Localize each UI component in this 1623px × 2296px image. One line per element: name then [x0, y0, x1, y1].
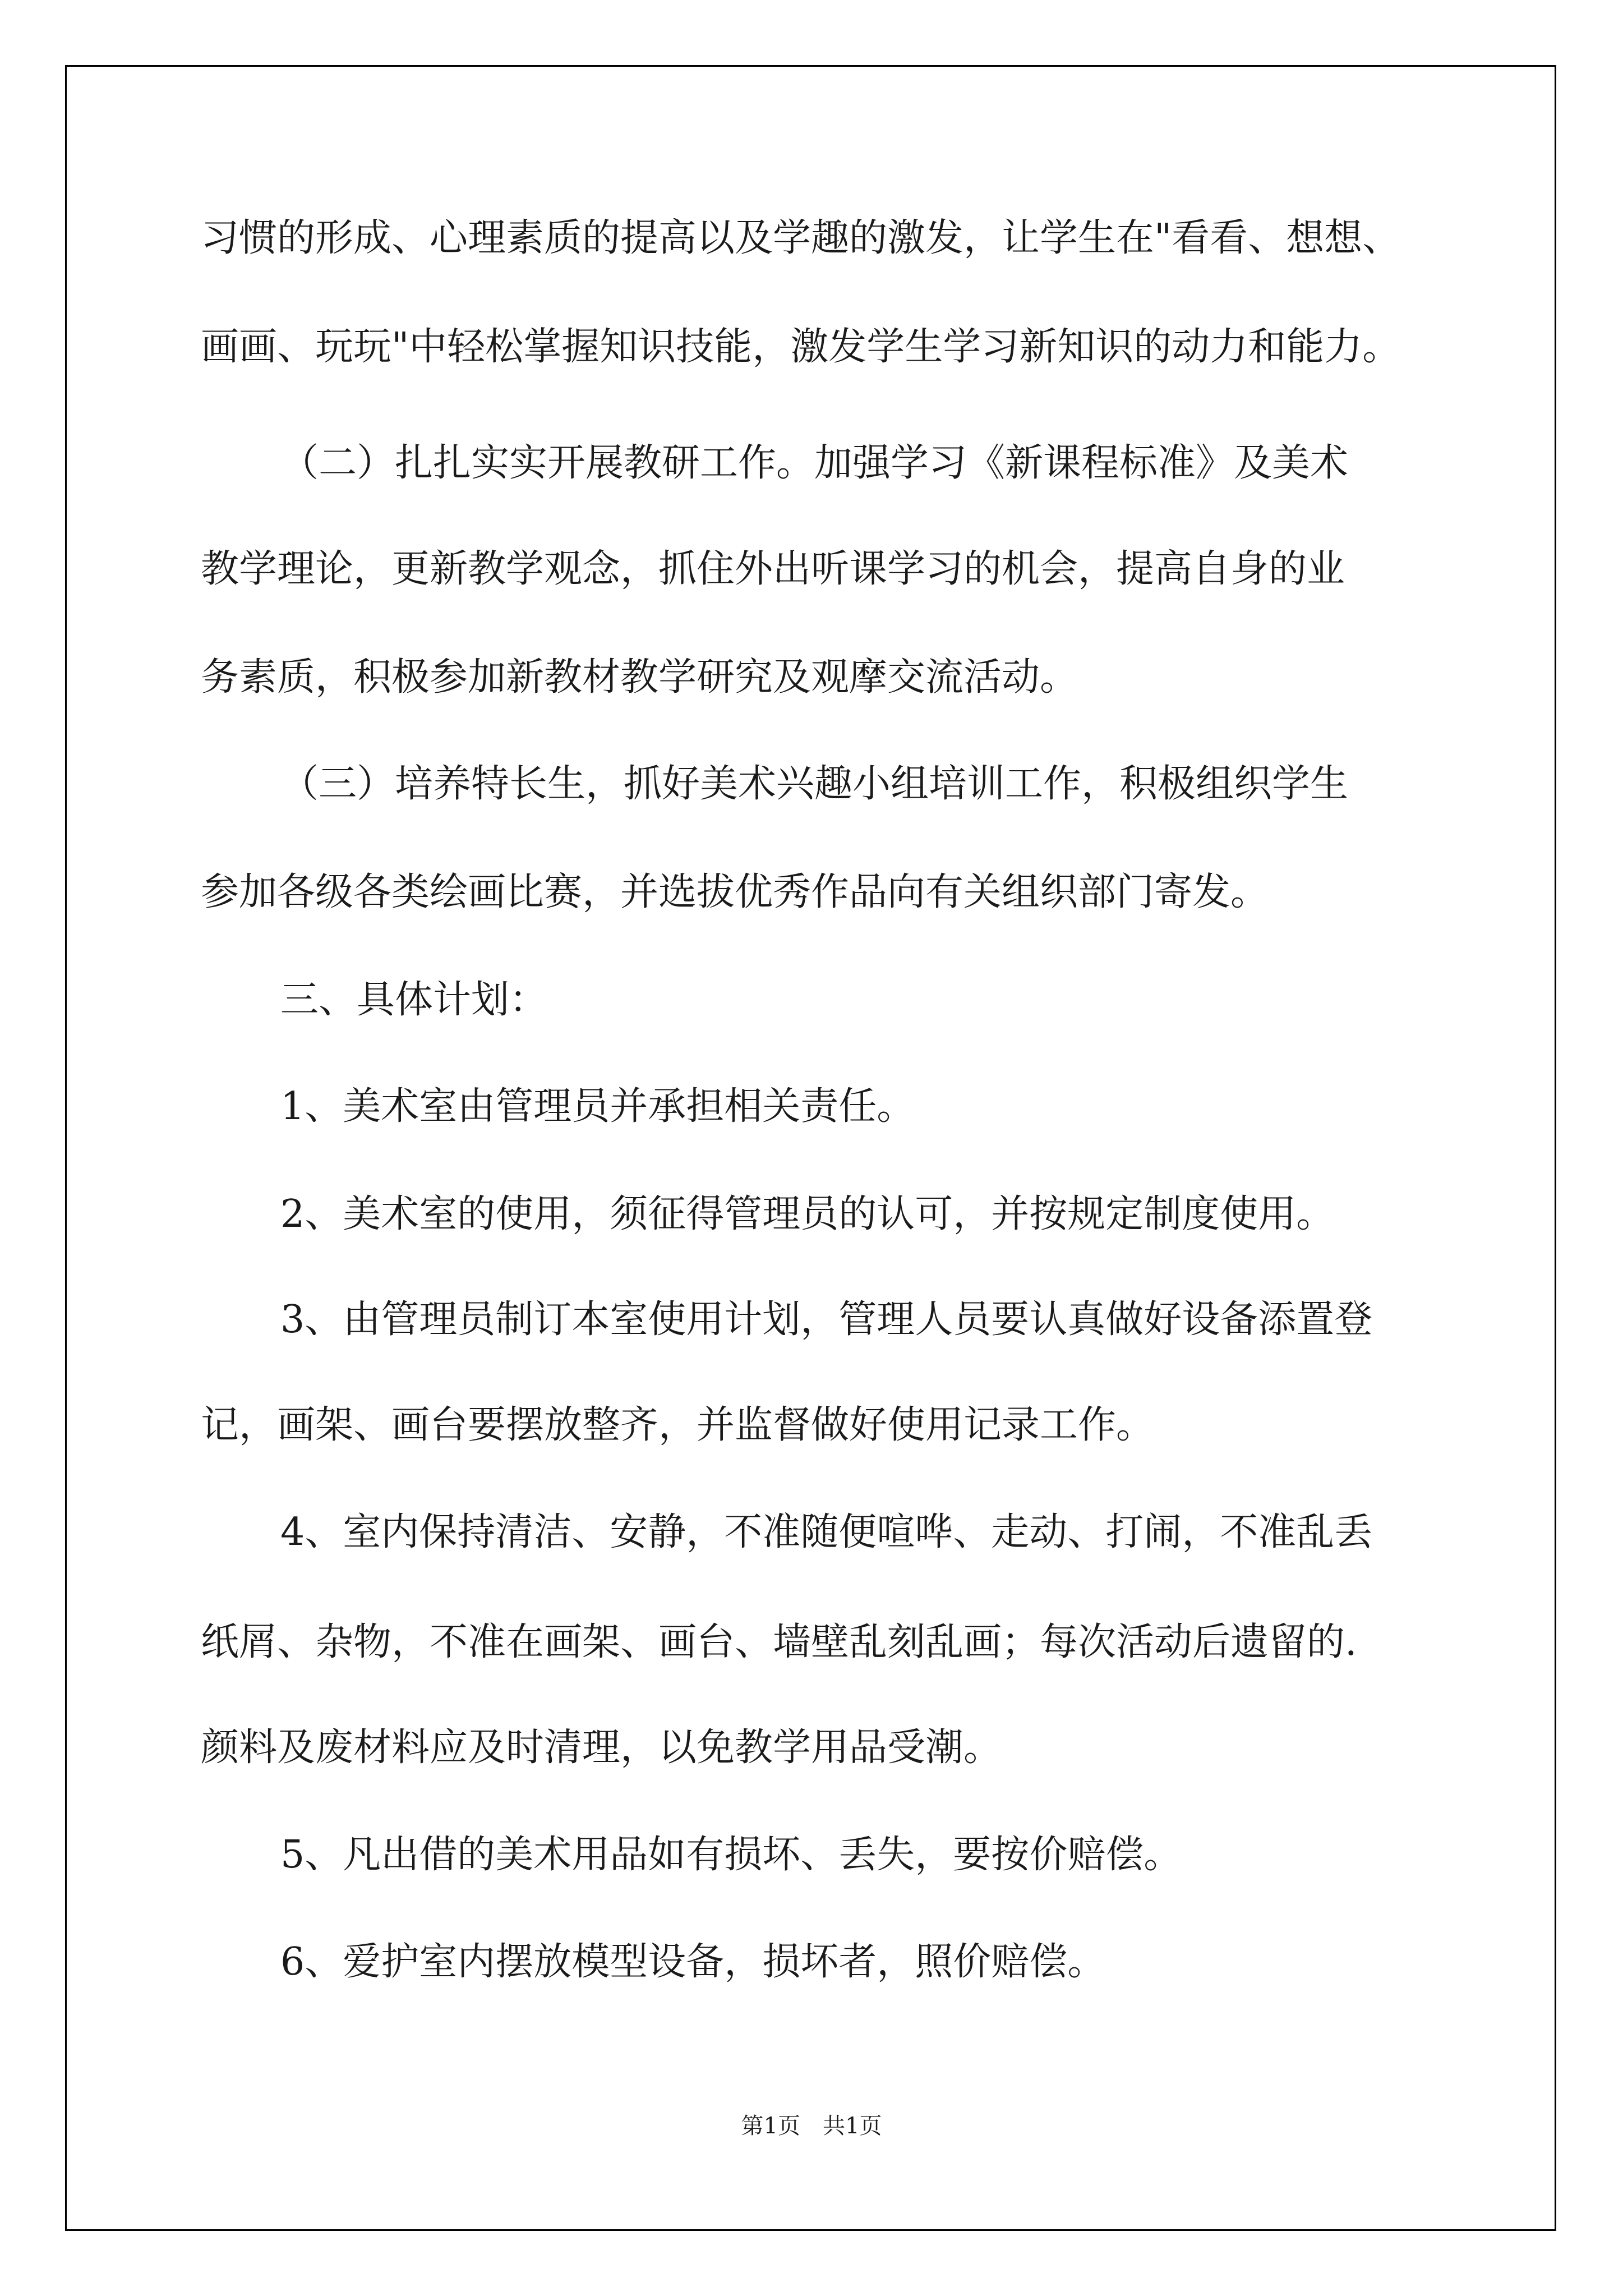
body-line: 记，画架、画台要摆放整齐，并监督做好使用记录工作。	[201, 1403, 1155, 1447]
body-line: （二）扎扎实实开展教研工作。加强学习《新课程标准》及美术	[280, 441, 1349, 485]
body-line: 画画、玩玩"中轻松掌握知识技能，激发学生学习新知识的动力和能力。	[201, 325, 1401, 369]
body-line: 3、由管理员制订本室使用计划，管理人员要认真做好设备添置登	[280, 1297, 1373, 1342]
body-line: 6、爱护室内摆放模型设备，损坏者，照价赔偿。	[280, 1940, 1106, 1984]
body-line: 纸屑、杂物，不准在画架、画台、墙壁乱刻乱画；每次活动后遗留的.	[201, 1620, 1357, 1664]
body-line: 教学理论，更新教学观念，抓住外出听课学习的机会，提高自身的业	[201, 547, 1345, 591]
body-line: 2、美术室的使用，须征得管理员的认可，并按规定制度使用。	[280, 1192, 1335, 1236]
body-line: 务素质，积极参加新教材教学研究及观摩交流活动。	[201, 655, 1078, 700]
page-number-footer: 第1页 共1页	[741, 2113, 882, 2139]
body-line: 1、美术室由管理员并承担相关责任。	[280, 1084, 915, 1129]
body-line: （三）培养特长生，抓好美术兴趣小组培训工作，积极组织学生	[280, 762, 1349, 806]
body-line: 习惯的形成、心理素质的提高以及学趣的激发，让学生在"看看、想想、	[201, 216, 1401, 260]
section-heading: 三、具体计划：	[280, 978, 548, 1022]
body-line: 颜料及废材料应及时清理，以免教学用品受潮。	[201, 1726, 1002, 1770]
body-line: 参加各级各类绘画比赛，并选拔优秀作品向有关组织部门寄发。	[201, 870, 1269, 914]
body-line: 4、室内保持清洁、安静，不准随便喧哗、走动、打闹，不准乱丢	[280, 1510, 1373, 1554]
page-border	[65, 65, 1556, 2231]
body-line: 5、凡出借的美术用品如有损坏、丢失，要按价赔偿。	[280, 1833, 1182, 1877]
